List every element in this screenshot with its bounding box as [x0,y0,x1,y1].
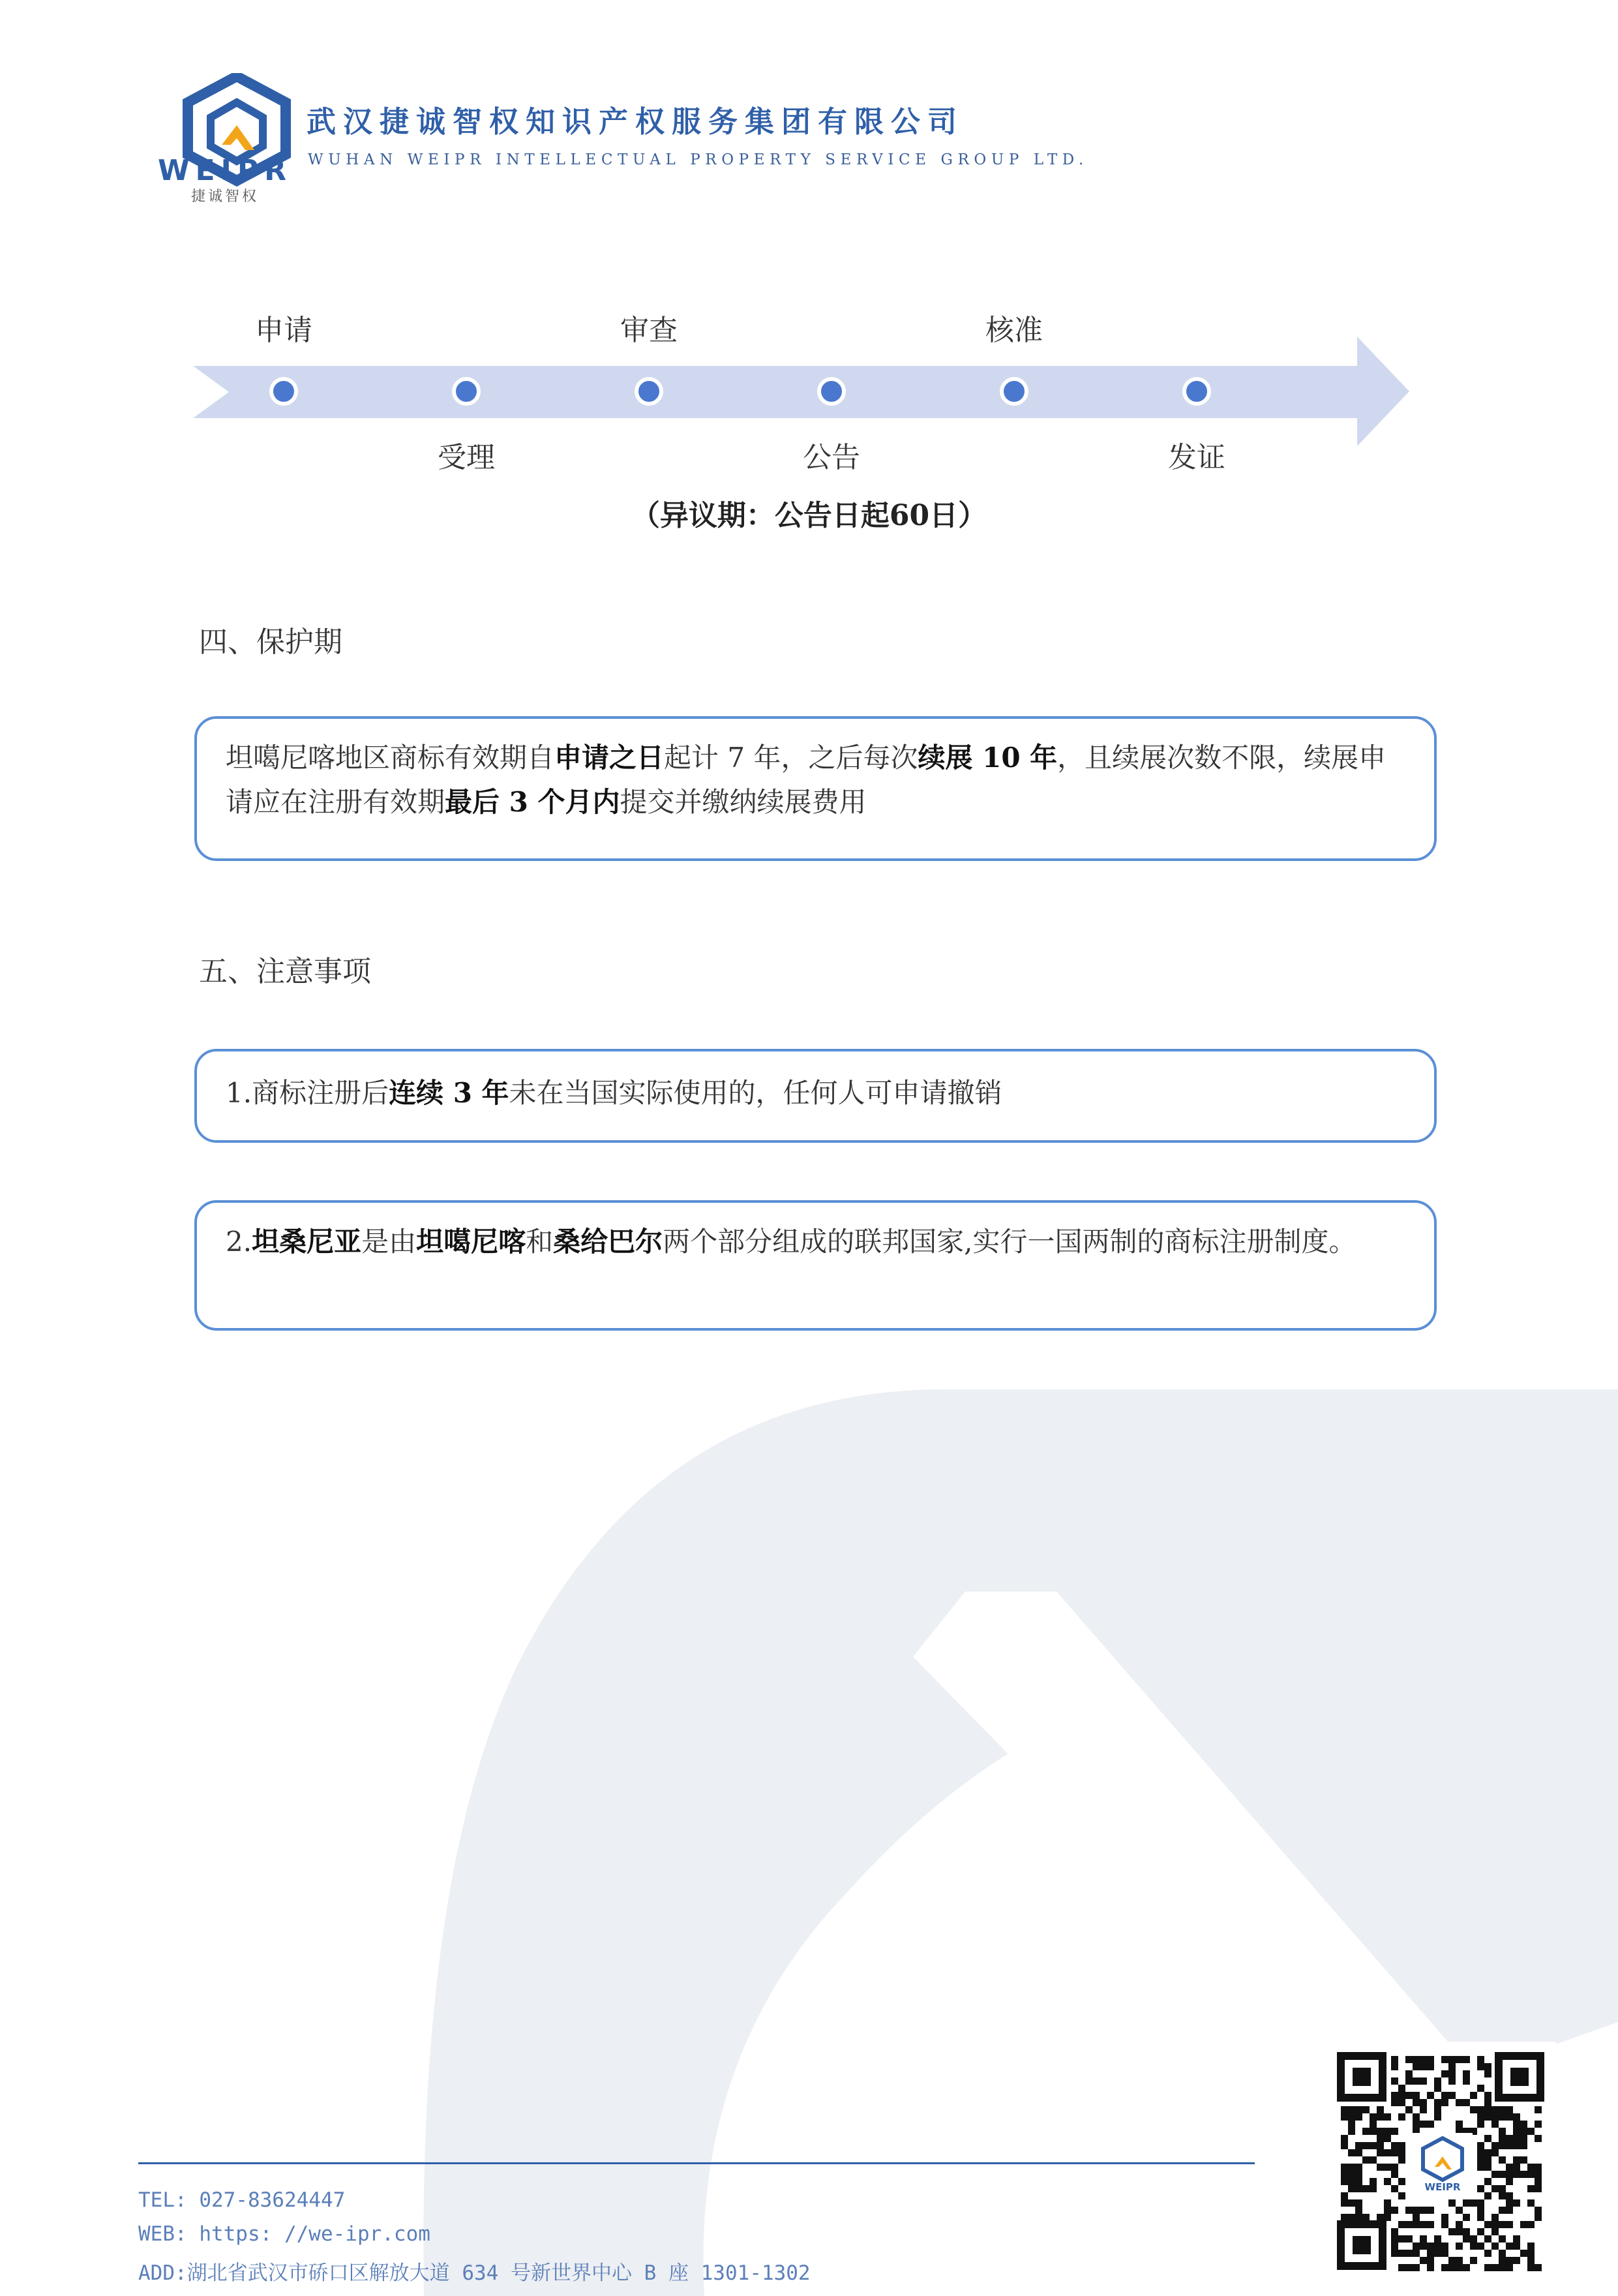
timeline-label-publish: 公告 [803,441,860,474]
footer-web[interactable]: WEB: https: //we-ipr.com [138,2222,430,2246]
timeline-dot-approve [1002,379,1026,404]
timeline-dot-exam [637,379,661,404]
protection-period-box [194,716,1437,861]
timeline-dot-apply [271,379,296,404]
timeline-label-accept: 受理 [438,441,495,474]
note-text-2: 2.坦桑尼亚是由坦噶尼喀和桑给巴尔两个部分组成的联邦国家,实行一国两制的商标注册制度。 [226,1226,1356,1258]
section-heading-notes: 五、注意事项 [199,955,371,988]
note-box-2 [194,1200,1437,1331]
footer-tel: TEL: 027-83624447 [138,2188,346,2212]
footer-address: ADD:湖北省武汉市硚口区解放大道 634 号新世界中心 B 座 1301-1302 [138,2261,811,2285]
footer-divider [138,2162,1255,2164]
timeline-dot-accept [454,379,479,404]
timeline-label-approve: 核准 [985,314,1043,347]
timeline-dot-certify [1184,379,1209,404]
logo-wordmark: WEIPR [157,154,293,187]
timeline-label-certify: 发证 [1168,441,1225,474]
timeline-label-apply: 申请 [255,314,312,347]
opposition-period-note: （异议期：公告日起60日） [631,499,987,532]
timeline-dot-publish [819,379,844,404]
process-timeline [193,337,1413,447]
qr-code-icon [1328,2042,1556,2283]
company-name-en: WUHAN WEIPR INTELLECTUAL PROPERTY SERVICE GROUP LTD. [308,151,1088,168]
company-name-cn: 武汉捷诚智权知识产权服务集团有限公司 [307,104,965,139]
note-box-1 [194,1049,1437,1143]
timeline-arrow [193,337,1409,446]
qr-code[interactable] [1328,2042,1556,2283]
qr-logo-word: WEIPR [1424,2181,1461,2193]
timeline-label-exam: 审查 [620,314,678,347]
section-heading-protection: 四、保护期 [199,626,342,659]
protection-period-text: 坦噶尼喀地区商标有效期自申请之日起计 7 年，之后每次续展 10 年，且续展次数不限，续展申请应在注册有效期最后 3 个月内提交并缴纳续展费用 [226,742,1386,818]
note-text-1: 1.商标注册后连续 3 年未在当国实际使用的，任何人可申请撤销 [226,1077,1002,1109]
logo-subtitle: 捷诚智权 [190,189,259,205]
